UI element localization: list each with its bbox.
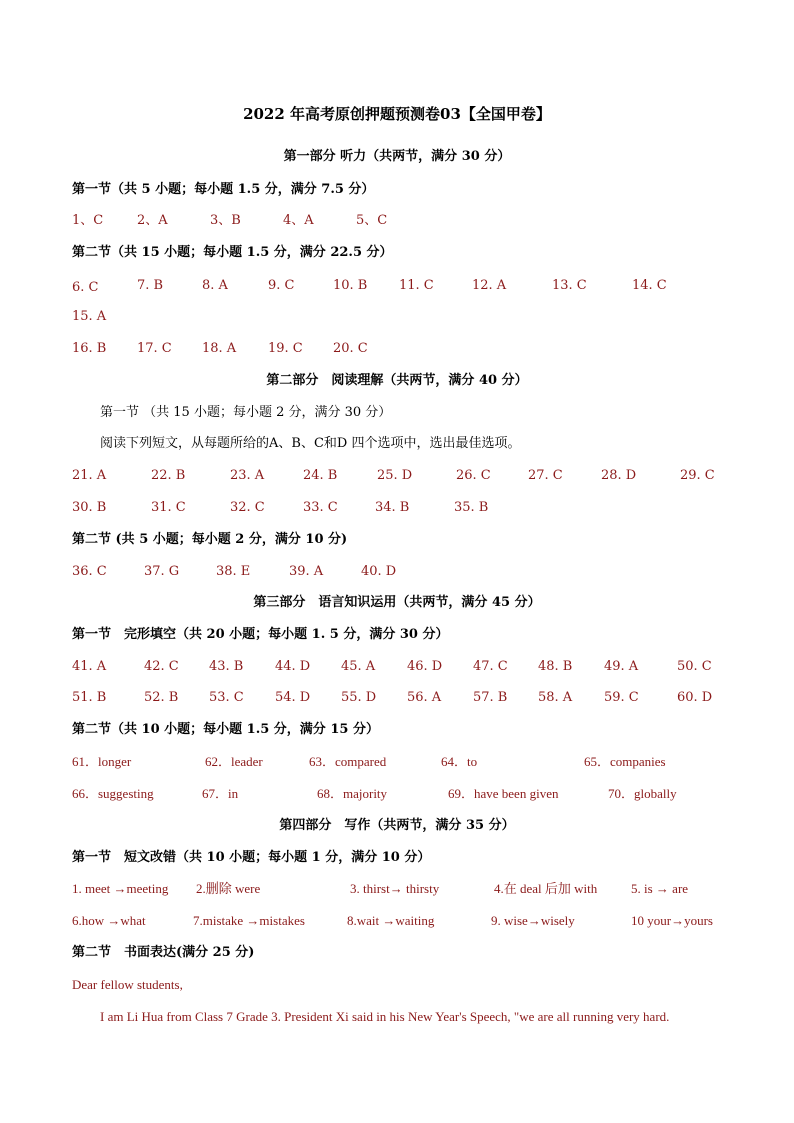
part2-sec1-heading: 第一节 （共 15 小题；每小题 2 分，满分 30 分） — [100, 405, 392, 420]
part2-row2 — [0, 498, 794, 518]
answer: 66．suggesting — [72, 786, 154, 801]
part3-sec1-heading-line — [0, 625, 794, 645]
answer: 42. C — [144, 659, 179, 674]
answer: 7. B — [137, 278, 164, 293]
answer: 50. C — [677, 659, 712, 674]
part2-row1 — [0, 466, 794, 486]
answer: 4.在 deal 后加 with — [494, 881, 598, 896]
answer: 37. G — [144, 564, 180, 579]
answer: 39. A — [289, 564, 324, 579]
answer: 70．globally — [608, 786, 677, 801]
answer: 16. B — [72, 341, 107, 356]
answer: 9. wise→wisely — [491, 913, 575, 928]
answer: 7.mistake →mistakes — [193, 913, 305, 928]
part2-heading: 第二部分 阅读理解（共两节，满分 40 分） — [266, 373, 528, 388]
answer: 25. D — [377, 468, 413, 483]
answer: 56. A — [407, 690, 442, 705]
answer: 40. D — [361, 564, 397, 579]
answer: 32. C — [230, 500, 265, 515]
answer: 38. E — [216, 564, 251, 579]
answer: 61．longer — [72, 754, 132, 769]
essay-salutation: Dear fellow students, — [72, 977, 183, 992]
answer: 28. D — [601, 468, 637, 483]
answer: 51. B — [72, 690, 107, 705]
answer: 9. C — [268, 278, 295, 293]
answer: 30. B — [72, 500, 107, 515]
essay-paragraph: I am Li Hua from Class 7 Grade 3. President Xi said in his New Year's Speech, "we are all running very hard. — [100, 1009, 670, 1024]
answer: 3、B — [210, 213, 241, 228]
answer: 6.how →what — [72, 913, 146, 928]
answer: 17. C — [137, 341, 172, 356]
answer: 1. meet →meeting — [72, 881, 169, 896]
part3-row1 — [0, 657, 794, 677]
part4-row1 — [0, 879, 794, 899]
part4-sec1-heading: 第一节 短文改错（共 10 小题；每小题 1 分，满分 10 分） — [72, 850, 431, 865]
answer: 35. B — [454, 500, 489, 515]
answer: 3. thirst→ thirsty — [350, 881, 440, 896]
answer: 63．compared — [309, 754, 387, 769]
answer: 10. B — [333, 278, 368, 293]
part3-sec2-heading: 第二节（共 10 小题；每小题 1.5 分，满分 15 分） — [72, 722, 379, 737]
title-line — [0, 104, 794, 124]
part3-sec1-heading: 第一节 完形填空（共 20 小题；每小题 1. 5 分，满分 30 分） — [72, 627, 449, 642]
part3-heading-line — [0, 593, 794, 613]
part2-heading-line — [0, 371, 794, 391]
answer: 52. B — [144, 690, 179, 705]
answer: 8.wait →waiting — [347, 913, 435, 928]
answer: 46. D — [407, 659, 443, 674]
part3-sec2-heading-line — [0, 720, 794, 740]
answer: 34. B — [375, 500, 410, 515]
part1-heading-line — [0, 147, 794, 167]
answer: 44. D — [275, 659, 311, 674]
answer: 6. C — [72, 280, 99, 295]
answer: 43. B — [209, 659, 244, 674]
answer: 65．companies — [584, 754, 666, 769]
answer: 54. D — [275, 690, 311, 705]
answer: 55. D — [341, 690, 377, 705]
answer: 5. is → are — [631, 881, 689, 896]
answer: 64．to — [441, 754, 478, 769]
answer: 20. C — [333, 341, 368, 356]
answer: 8. A — [202, 278, 228, 293]
part4-row2 — [0, 911, 794, 931]
answer: 18. A — [202, 341, 237, 356]
answer: 14. C — [632, 278, 667, 293]
part4-heading-line — [0, 816, 794, 836]
answer: 23. A — [230, 468, 265, 483]
answer: 22. B — [151, 468, 186, 483]
page-title: 2022 年高考原创押题预测卷03【全国甲卷】 — [243, 105, 551, 123]
answer: 24. B — [303, 468, 338, 483]
answer: 15. A — [72, 309, 107, 324]
answer: 59. C — [604, 690, 639, 705]
answer: 67．in — [202, 786, 239, 801]
part1-sec1-answers — [0, 211, 794, 231]
part1-heading: 第一部分 听力（共两节，满分 30 分） — [283, 149, 511, 164]
answer: 29. C — [680, 468, 715, 483]
part4-heading: 第四部分 写作（共两节，满分 35 分） — [279, 818, 515, 833]
part1-sec2-row2 — [0, 307, 794, 327]
answer: 62．leader — [205, 754, 263, 769]
part2-row3 — [0, 562, 794, 582]
answer: 60. D — [677, 690, 713, 705]
answer: 58. A — [538, 690, 573, 705]
answer: 13. C — [552, 278, 587, 293]
answer: 49. A — [604, 659, 639, 674]
part1-sec1-heading-line — [0, 180, 794, 200]
part1-sec1-heading: 第一节（共 5 小题；每小题 1.5 分，满分 7.5 分） — [72, 182, 375, 197]
answer: 68．majority — [317, 786, 388, 801]
answer: 26. C — [456, 468, 491, 483]
essay-line — [0, 1007, 794, 1027]
part1-sec2-row3 — [0, 339, 794, 359]
answer: 11. C — [399, 278, 434, 293]
answer: 27. C — [528, 468, 563, 483]
answer: 2、A — [137, 213, 168, 228]
part1-sec2-row1 — [0, 276, 794, 296]
part1-sec2-heading-line — [0, 243, 794, 263]
part2-sec2-heading: 第二节 (共 5 小题；每小题 2 分，满分 10 分) — [72, 532, 348, 547]
answer: 41. A — [72, 659, 107, 674]
part4-sec2-heading-line — [0, 943, 794, 963]
answer: 21. A — [72, 468, 107, 483]
part3-heading: 第三部分 语言知识运用（共两节，满分 45 分） — [253, 595, 541, 610]
part2-instruction: 阅读下列短文，从每题所给的A、B、C和D 四个选项中，选出最佳选项。 — [100, 436, 521, 451]
part2-sec1-heading-line — [0, 403, 794, 423]
answer: 36. C — [72, 564, 107, 579]
answer: 5、C — [356, 213, 388, 228]
part2-instruction-line — [0, 434, 794, 454]
answer: 2.删除 were — [196, 881, 261, 896]
part3-row4 — [0, 784, 794, 804]
part4-sec1-heading-line — [0, 848, 794, 868]
salutation-line — [0, 975, 794, 995]
answer: 10 your→yours — [631, 913, 713, 928]
answer: 53. C — [209, 690, 244, 705]
answer: 48. B — [538, 659, 573, 674]
answer: 1、C — [72, 213, 104, 228]
part4-sec2-heading: 第二节 书面表达(满分 25 分) — [72, 945, 255, 960]
part1-sec2-heading: 第二节（共 15 小题；每小题 1.5 分，满分 22.5 分） — [72, 245, 393, 260]
answer: 31. C — [151, 500, 186, 515]
answer: 57. B — [473, 690, 508, 705]
part3-row3 — [0, 752, 794, 772]
answer: 69．have been given — [448, 786, 559, 801]
answer: 12. A — [472, 278, 507, 293]
part2-sec2-heading-line — [0, 530, 794, 550]
answer: 47. C — [473, 659, 508, 674]
answer: 45. A — [341, 659, 376, 674]
answer: 19. C — [268, 341, 303, 356]
answer: 33. C — [303, 500, 338, 515]
answer: 4、A — [283, 213, 314, 228]
part3-row2 — [0, 688, 794, 708]
